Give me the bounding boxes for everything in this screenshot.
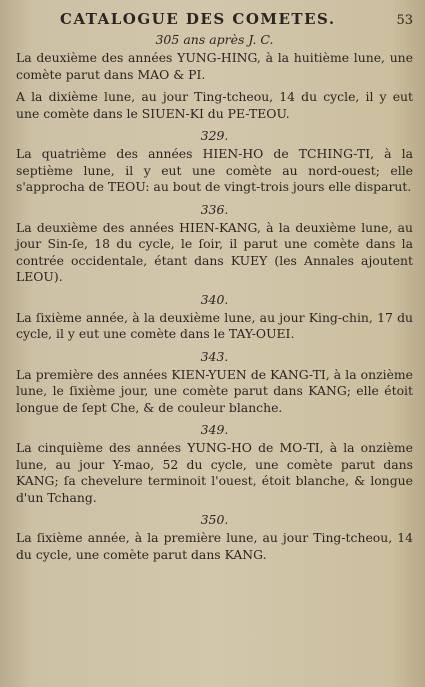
- entry-text: La ſixième année, à la première lune, au jour Ting-tcheou, 14 du cycle, une comète parut dans KANG.: [16, 530, 413, 562]
- year-heading: 349.: [200, 422, 229, 437]
- header-title: CATALOGUE DES COMETES.: [60, 10, 336, 28]
- year-heading: 343.: [200, 348, 229, 364]
- year-heading: 305 ans après J. C.: [155, 32, 274, 47]
- entry-text: La première des années KIEN-YUEN de KANG-TI, à la onzième lune, le ſixième jour, une comète parut dans KANG; elle étoit longue de ſept Che, & de couleur blanche.: [16, 366, 413, 415]
- entry-text: La deuxième des années YUNG-HING, à la huitième lune, une comète parut dans MAO & PI.: [16, 50, 413, 82]
- page-number: 53: [396, 13, 413, 28]
- entry-text: La cinquième des années YUNG-HO de MO-TI, à la onzième lune, au jour Y-mao, 52 du cycle, une comète parut dans KANG; ſa chevelure terminoit l'ouest, étoit blanche, & longue d'un Tchang.: [16, 440, 413, 505]
- running-header: [60, 10, 413, 28]
- year-heading: 329.: [200, 128, 229, 143]
- year-heading: 336.: [200, 201, 229, 217]
- entry-text: La quatrième des années HIEN-HO de TCHING-TI, à la septième lune, il y eut une comète au nord-ouest; elle s'approcha de TEOU: au bout de vingt-trois jours elle disparut.: [16, 146, 413, 194]
- entry-text: A la dixième lune, au jour Ting-tcheou, 14 du cycle, il y eut une comète dans le SIUEN-KI du PE-TEOU.: [16, 89, 413, 121]
- year-heading: 350.: [200, 512, 229, 527]
- entry-text: La ſixième année, à la deuxième lune, au jour King-chin, 17 du cycle, il y eut une comète dans le TAY-OUEI.: [16, 309, 413, 341]
- year-heading: 340.: [200, 291, 229, 307]
- entry-text: La deuxième des années HIEN-KANG, à la deuxième lune, au jour Sin-ſe, 18 du cycle, le ſoir, il parut une comète dans la contrée occidentale, étant dans KUEY (les Annales ajoutent LEOU).: [16, 219, 413, 284]
